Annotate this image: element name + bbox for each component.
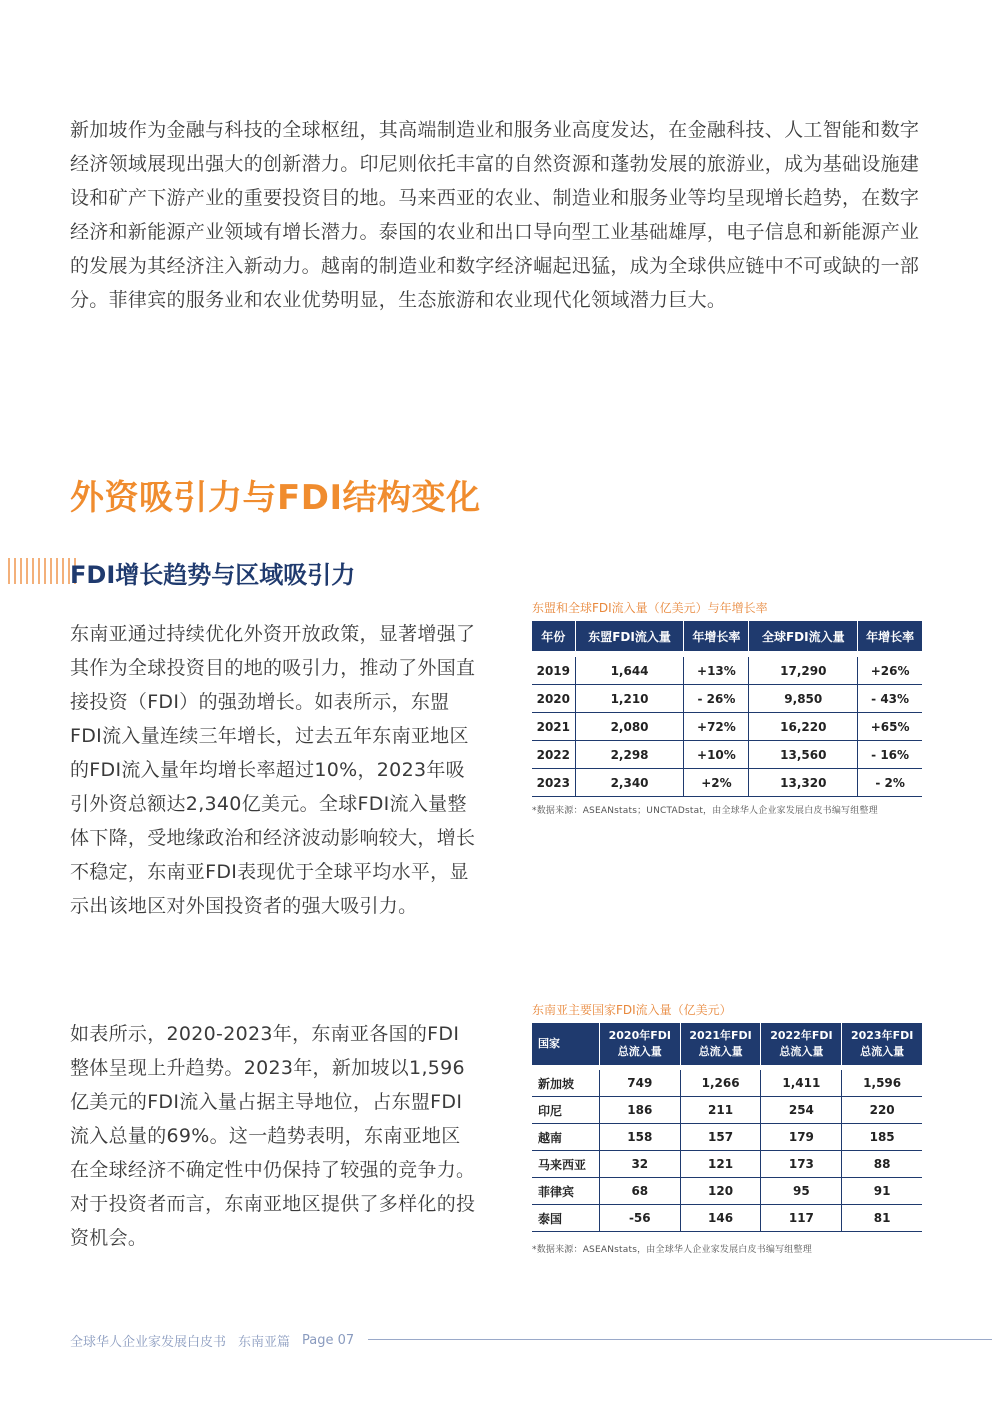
table-cell: 220 xyxy=(842,1097,922,1124)
table-cell: 1,644 xyxy=(575,657,684,685)
table-header: 2023年FDI 总流入量 xyxy=(842,1023,922,1065)
table-cell: 254 xyxy=(761,1097,842,1124)
table-cell: 17,290 xyxy=(749,657,858,685)
table-row xyxy=(532,741,922,769)
table-cell: 新加坡 xyxy=(532,1070,599,1097)
table-cell: - 2% xyxy=(858,769,922,797)
table-cell: 186 xyxy=(599,1097,680,1124)
page-number: Page 07 xyxy=(302,1333,355,1348)
table-row xyxy=(532,1151,922,1178)
table-cell: +65% xyxy=(858,713,922,741)
table-cell: 13,560 xyxy=(749,741,858,769)
table-cell: 179 xyxy=(761,1124,842,1151)
table-cell: 13,320 xyxy=(749,769,858,797)
table-cell: 16,220 xyxy=(749,713,858,741)
table-cell: 2020 xyxy=(532,685,575,713)
table-cell: 117 xyxy=(761,1205,842,1232)
section-title: 外资吸引力与FDI结构变化 xyxy=(70,478,481,518)
table-cell: - 26% xyxy=(684,685,749,713)
decorative-stripes xyxy=(8,558,76,584)
table-cell: 1,411 xyxy=(761,1070,842,1097)
table-cell: 95 xyxy=(761,1178,842,1205)
subsection-title: FDI增长趋势与区域吸引力 xyxy=(70,561,356,589)
table2-caption: 东南亚主要国家FDI流入量（亿美元） xyxy=(532,1003,732,1017)
table-row xyxy=(532,769,922,797)
table-row xyxy=(532,1124,922,1151)
table-cell: 91 xyxy=(842,1178,922,1205)
table-header: 年增长率 xyxy=(858,621,922,651)
table-cell: - 43% xyxy=(858,685,922,713)
table-cell: -56 xyxy=(599,1205,680,1232)
table-cell: 2021 xyxy=(532,713,575,741)
table-header: 2020年FDI 总流入量 xyxy=(599,1023,680,1065)
table-header: 年增长率 xyxy=(684,621,749,651)
country-fdi-table xyxy=(532,1023,922,1232)
table-cell: 173 xyxy=(761,1151,842,1178)
table-cell: 32 xyxy=(599,1151,680,1178)
table-cell: 马来西亚 xyxy=(532,1151,599,1178)
table-cell: 2019 xyxy=(532,657,575,685)
footer-book-title: 全球华人企业家发展白皮书 xyxy=(70,1335,227,1350)
table-header: 年份 xyxy=(532,621,575,651)
table-cell: 1,210 xyxy=(575,685,684,713)
table2-source-note: *数据来源：ASEANstats，由全球华人企业家发展白皮书编写组整理 xyxy=(532,1245,812,1255)
table-header: 国家 xyxy=(532,1023,599,1065)
table-cell: +72% xyxy=(684,713,749,741)
table-row xyxy=(532,685,922,713)
table-cell: 749 xyxy=(599,1070,680,1097)
table-cell: - 16% xyxy=(858,741,922,769)
table-row xyxy=(532,657,922,685)
table-cell: 9,850 xyxy=(749,685,858,713)
table-cell: 2022 xyxy=(532,741,575,769)
table-cell: 68 xyxy=(599,1178,680,1205)
table-cell: 印尼 xyxy=(532,1097,599,1124)
table-header: 2021年FDI 总流入量 xyxy=(680,1023,761,1065)
table-cell: 2023 xyxy=(532,769,575,797)
table-cell: +13% xyxy=(684,657,749,685)
page-footer xyxy=(70,1331,354,1350)
table-row xyxy=(532,713,922,741)
table-cell: 2,080 xyxy=(575,713,684,741)
table-cell: 120 xyxy=(680,1178,761,1205)
table-cell: 泰国 xyxy=(532,1205,599,1232)
asean-global-fdi-table xyxy=(532,621,922,797)
footer-divider xyxy=(368,1339,992,1340)
table-header: 全球FDI流入量 xyxy=(749,621,858,651)
table-cell: 185 xyxy=(842,1124,922,1151)
table-header: 东盟FDI流入量 xyxy=(575,621,684,651)
table-cell: +26% xyxy=(858,657,922,685)
table-row xyxy=(532,1205,922,1232)
table-row xyxy=(532,1097,922,1124)
table-cell: 菲律宾 xyxy=(532,1178,599,1205)
table-cell: 1,596 xyxy=(842,1070,922,1097)
table-cell: 146 xyxy=(680,1205,761,1232)
table-row xyxy=(532,1070,922,1097)
table-cell: 211 xyxy=(680,1097,761,1124)
table-cell: 88 xyxy=(842,1151,922,1178)
table-cell: 2,298 xyxy=(575,741,684,769)
fdi-growth-paragraph: 东南亚通过持续优化外资开放政策，显著增强了其作为全球投资目的地的吸引力，推动了外国直接投资（FDI）的强劲增长。如表所示，东盟FDI流入量连续三年增长，过去五年东南亚地区的FDI流入量年均增长率超过10%，2023年吸引外资总额达2,340亿美元。全球FDI流入量整体下降，受地缘政治和经济波动影响较大，增长不稳定，东南亚FDI表现优于全球平均水平，显示出该地区对外国投资者的强大吸引力。 xyxy=(70,623,476,917)
table-row xyxy=(532,1178,922,1205)
table-header: 2022年FDI 总流入量 xyxy=(761,1023,842,1065)
table-cell: 2,340 xyxy=(575,769,684,797)
table-cell: 158 xyxy=(599,1124,680,1151)
footer-part: 东南亚篇 xyxy=(238,1335,291,1350)
table-cell: +10% xyxy=(684,741,749,769)
table-cell: 1,266 xyxy=(680,1070,761,1097)
country-fdi-paragraph: 如表所示，2020-2023年，东南亚各国的FDI整体呈现上升趋势。2023年，新加坡以1,596亿美元的FDI流入量占据主导地位，占东盟FDI流入总量的69%。这一趋势表明，东南亚地区在全球经济不确定性中仍保持了较强的竞争力。对于投资者而言，东南亚地区提供了多样化的投资机会。 xyxy=(70,1023,476,1249)
table-cell: +2% xyxy=(684,769,749,797)
table1-caption: 东盟和全球FDI流入量（亿美元）与年增长率 xyxy=(532,601,768,615)
intro-paragraph: 新加坡作为金融与科技的全球枢纽，其高端制造业和服务业高度发达，在金融科技、人工智能和数字经济领域展现出强大的创新潜力。印尼则依托丰富的自然资源和蓬勃发展的旅游业，成为基础设施建设和矿产下游产业的重要投资目的地。马来西亚的农业、制造业和服务业等均呈现增长趋势，在数字经济和新能源产业领域有增长潜力。泰国的农业和出口导向型工业基础雄厚，电子信息和新能源产业的发展为其经济注入新动力。越南的制造业和数字经济崛起迅猛，成为全球供应链中不可或缺的一部分。菲律宾的服务业和农业优势明显，生态旅游和农业现代化领域潜力巨大。 xyxy=(70,119,920,311)
table1-source-note: *数据来源：ASEANstats；UNCTADstat，由全球华人企业家发展白皮书编写组整理 xyxy=(532,806,878,816)
table-cell: 81 xyxy=(842,1205,922,1232)
table-cell: 越南 xyxy=(532,1124,599,1151)
table-cell: 157 xyxy=(680,1124,761,1151)
table-cell: 121 xyxy=(680,1151,761,1178)
